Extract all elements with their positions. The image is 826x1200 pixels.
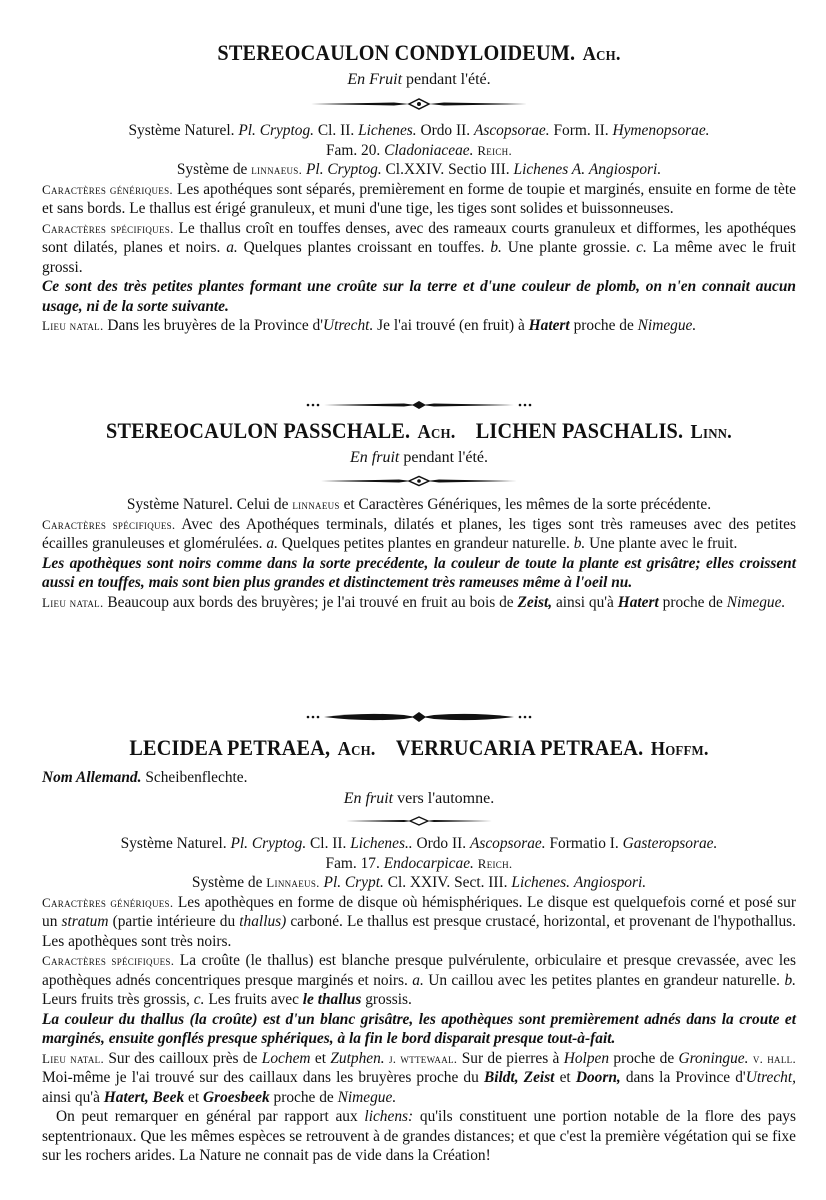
figure-key: b. — [490, 239, 502, 256]
season-text: vers l'automne. — [393, 790, 495, 807]
place: Groningue. — [678, 1049, 749, 1067]
text: ainsi qu'à — [42, 1088, 100, 1106]
label: Lieu natal. — [42, 1050, 105, 1066]
species-name: LECIDEA PETRAEA, — [129, 735, 331, 760]
season-label: En fruit — [350, 449, 400, 466]
synonym-author: Hoffm. — [650, 738, 709, 760]
synonym-author: Linn. — [690, 421, 732, 443]
text: et — [314, 1049, 326, 1067]
season-text: pendant l'été. — [399, 449, 488, 466]
value: Fam. 20. — [325, 141, 381, 159]
natural-system — [42, 121, 796, 141]
ornament-divider — [304, 711, 534, 723]
species-title — [72, 38, 766, 69]
term: thallus) — [239, 913, 287, 930]
generic-characters — [42, 180, 796, 219]
place: Groesbeek — [202, 1088, 270, 1106]
figure-key: c. — [636, 239, 647, 256]
value: Lichenes A. — [513, 161, 586, 178]
fruiting-season — [42, 447, 796, 469]
label: Caractères spécifiques. — [42, 516, 176, 532]
value: Form. II. — [553, 122, 609, 139]
label: Système de — [191, 874, 263, 891]
text: Sur des cailloux près de — [108, 1049, 258, 1067]
section-lecidea-petraea — [42, 733, 796, 1166]
term: stratum — [61, 913, 109, 930]
value: Pl. Crypt. — [323, 874, 384, 891]
text: Le thallus croît en touffes denses, avec des rameaux courts granuleux et difformes, les apothéques sont dilatés, planes et noirs. — [42, 219, 796, 256]
text: Leurs fruits très grossis, — [42, 991, 190, 1008]
value: Pl. Cryptog. — [306, 161, 382, 178]
term: le thallus — [302, 991, 362, 1008]
text: (partie intérieure du — [112, 913, 236, 930]
value: Cl. II. — [310, 835, 347, 852]
text: Je l'ai trouvé (en fruit) à — [377, 317, 525, 334]
label: Système Naturel. — [120, 835, 227, 852]
text: Les apothèques en forme de disque où hémisphériques. Le disque est quelquefois corné et posé sur un — [42, 893, 796, 930]
text: Beaucoup aux bords des bruyères; je l'ai trouvé en fruit au bois de — [107, 593, 514, 611]
figure-key: a. — [266, 535, 278, 552]
generic-characters — [42, 893, 796, 952]
ornament-divider — [319, 475, 519, 487]
season-label: En Fruit — [347, 71, 403, 88]
place: Zutphen. — [330, 1049, 385, 1067]
label: Système Naturel. — [128, 122, 235, 139]
species-author: Ach. — [337, 738, 376, 760]
season-text: pendant l'été. — [402, 71, 491, 88]
label: Caractères spécifiques. — [42, 953, 175, 968]
text: Système Naturel. Celui de — [126, 496, 289, 513]
natural-system — [42, 834, 796, 854]
label: Caractères génériques. — [42, 181, 173, 197]
value: Fam. 17. — [325, 854, 380, 872]
figure-key: a. — [226, 239, 238, 256]
value: Angiospori. — [573, 874, 647, 891]
place: Zeist, — [517, 593, 553, 611]
ornament-divider — [309, 97, 529, 111]
figure-key: c. — [193, 991, 205, 1008]
linnaeus-system — [42, 873, 796, 893]
value: linnaeus — [292, 497, 340, 512]
value: Gasteropsorae. — [622, 835, 718, 852]
text: grossis. — [365, 991, 412, 1008]
value: linnaeus. — [251, 162, 303, 177]
place: Bildt, Zeist — [483, 1069, 555, 1086]
text: On peut remarquer en général par rapport aux — [56, 1108, 358, 1125]
value: Lichenes. — [358, 122, 417, 139]
text: Quelques petites plantes en grandeur naturelle. — [281, 535, 570, 552]
text: carboné. Le thallus est presque crustacé, horizontal, et provenant de l'hypothallus. Les apothèques sont très noirs. — [42, 913, 797, 950]
specific-characters — [42, 219, 796, 278]
value: Cl.XXIV. Sectio III. — [385, 161, 510, 178]
label: Lieu natal. — [42, 594, 104, 610]
value: Hymenopsorae. — [612, 122, 710, 139]
ornament-divider — [304, 400, 534, 410]
species-name: STEREOCAULON CONDYLOIDEUM. — [217, 40, 576, 65]
species-author: Ach. — [417, 421, 456, 443]
text: proche de — [662, 593, 723, 611]
specific-characters — [42, 515, 796, 554]
text: Un caillou avec les petites plantes en grandeur naturelle. — [428, 971, 781, 989]
label: Nom Allemand. — [42, 769, 142, 786]
value: Ascopsorae. — [469, 835, 546, 852]
ornament-divider — [344, 816, 494, 826]
value: Ordo II. — [416, 835, 467, 852]
fruiting-season — [42, 69, 796, 91]
value: Endocarpicae. — [383, 854, 474, 872]
place: Holpen — [563, 1049, 610, 1067]
text: et Caractères Génériques, les mêmes de la sorte précédente. — [343, 496, 712, 513]
collector: v. hall. — [752, 1050, 796, 1066]
place: Nimegue. — [337, 1088, 397, 1106]
season-label: En fruit — [343, 790, 394, 807]
collector: j. wttewaal. — [389, 1050, 458, 1066]
family — [42, 141, 796, 161]
text: Les fruits avec — [208, 991, 299, 1008]
common-name — [42, 768, 796, 788]
synonym-name: LICHEN PASCHALIS. — [475, 418, 684, 443]
text: qu'ils constituent une portion notable de la flore des pays septentrionaux. Que les mêmes espèces se retrouvent à de grandes distances; et que c'est la première végétation qui se fixe sur les rochers arides. La Nature ne connait pas de vide dans la Création! — [42, 1108, 796, 1164]
label: Caractères spécifiques. — [42, 220, 174, 236]
family — [42, 854, 796, 874]
text: La croûte (le thallus) est blanche presque pulvérulente, orbiculaire et presque crevassée, avec les apothèques adnés concentriques presque marginés et noirs. — [42, 952, 796, 989]
synonym-name: VERRUCARIA PETRAEA. — [395, 735, 644, 760]
value: Angiospori. — [588, 161, 662, 178]
species-title — [72, 733, 766, 764]
text: Moi-même je l'ai trouvé sur des caillaux dans les bruyères proche du — [42, 1069, 479, 1086]
text: proche de — [273, 1088, 334, 1106]
place: Lochem — [261, 1049, 311, 1067]
label: Caractères génériques. — [42, 894, 174, 910]
text: ainsi qu'à — [555, 593, 614, 611]
text: Quelques plantes croissant en touffes. — [243, 239, 485, 256]
text: proche de — [613, 1049, 675, 1067]
text: Une plante grossie. — [507, 239, 631, 256]
figure-key: b. — [784, 971, 796, 989]
closing-remark — [42, 1107, 796, 1166]
natural-system — [42, 495, 796, 515]
value: Lichenes.. — [350, 835, 413, 852]
value: Scheibenflechte. — [145, 769, 248, 786]
place: Hatert — [617, 593, 659, 611]
value: Linnaeus. — [266, 875, 320, 890]
place: Utrecht, — [745, 1069, 796, 1086]
value: Cl. XXIV. Sect. III. — [387, 874, 508, 891]
linnaeus-system — [42, 160, 796, 180]
place: Doorn, — [575, 1069, 621, 1086]
value: Ascopsorae. — [473, 122, 550, 139]
note: La couleur du thallus (la croûte) est d'un blanc grisâtre, les apothèques sont premièrement adnés dans la croute et marginés, ensuite gonflés presque sphériques, à la fin le bord disparait presque tout-à-fait. — [42, 1010, 796, 1047]
term: lichens: — [364, 1108, 414, 1125]
value: Pl. Cryptog. — [238, 122, 315, 139]
specific-characters — [42, 951, 796, 1010]
value: Ordo II. — [420, 122, 471, 139]
text: Sur de pierres à — [461, 1049, 560, 1067]
native-habitat — [42, 593, 796, 613]
value: Cladoniaceae. — [384, 141, 474, 159]
place: Nimegue. — [637, 317, 697, 334]
text: dans la Province d' — [625, 1069, 746, 1086]
place: Nimegue. — [726, 593, 786, 611]
text: proche de — [573, 317, 634, 334]
value: Lichenes. — [511, 874, 570, 891]
species-author: Ach. — [582, 43, 621, 65]
place: Hatert — [528, 317, 570, 334]
section-stereocaulon-passchale — [42, 416, 796, 711]
species-name: STEREOCAULON PASSCHALE. — [106, 418, 411, 443]
place: Hatert, Beek — [103, 1088, 185, 1106]
label: Système de — [176, 161, 248, 178]
figure-key: a. — [412, 971, 424, 989]
text: La même avec le fruit grossi. — [42, 239, 796, 276]
value: Reich. — [477, 142, 513, 158]
native-habitat — [42, 316, 796, 336]
species-title — [72, 416, 766, 447]
fruiting-season — [42, 788, 796, 810]
note: Ce sont des très petites plantes formant une croûte sur la terre et d'une couleur de plomb, on n'en connait aucun usage, ni de la sorte suivante. — [42, 278, 796, 315]
value: Cl. II. — [317, 122, 355, 139]
value: Reich. — [477, 855, 513, 871]
text: Une plante avec le fruit. — [589, 535, 738, 552]
text: Les apothéques sont séparés, premièrement en forme de toupie et marginés, ensuite en forme de tète et sans bords. Le thallus est érigé granuleux, et muni d'une tige, les tiges sont solides et buissonneuses. — [42, 180, 796, 217]
value: Pl. Cryptog. — [230, 835, 307, 852]
place: Utrecht. — [323, 317, 374, 334]
text: Avec des Apothéques terminals, dilatés et planes, les tiges sont très rameuses avec des petites écailles granuleuses et glomérulées. — [42, 515, 796, 552]
native-habitat — [42, 1049, 796, 1108]
value: Formatio I. — [549, 835, 619, 852]
section-stereocaulon-condyloideum — [42, 38, 796, 398]
text: Dans les bruyères de la Province d' — [107, 317, 323, 334]
label: Lieu natal. — [42, 318, 104, 333]
note: Les apothèques sont noirs comme dans la sorte precédente, la couleur de toute la plante est grisâtre; elles croissent aussi en touffes, mais sont bien plus grandes et distinctement très rameuses même à l'oeil nu. — [42, 554, 796, 591]
text: et — [188, 1088, 200, 1106]
figure-key: b. — [573, 535, 586, 552]
text: et — [559, 1069, 571, 1086]
